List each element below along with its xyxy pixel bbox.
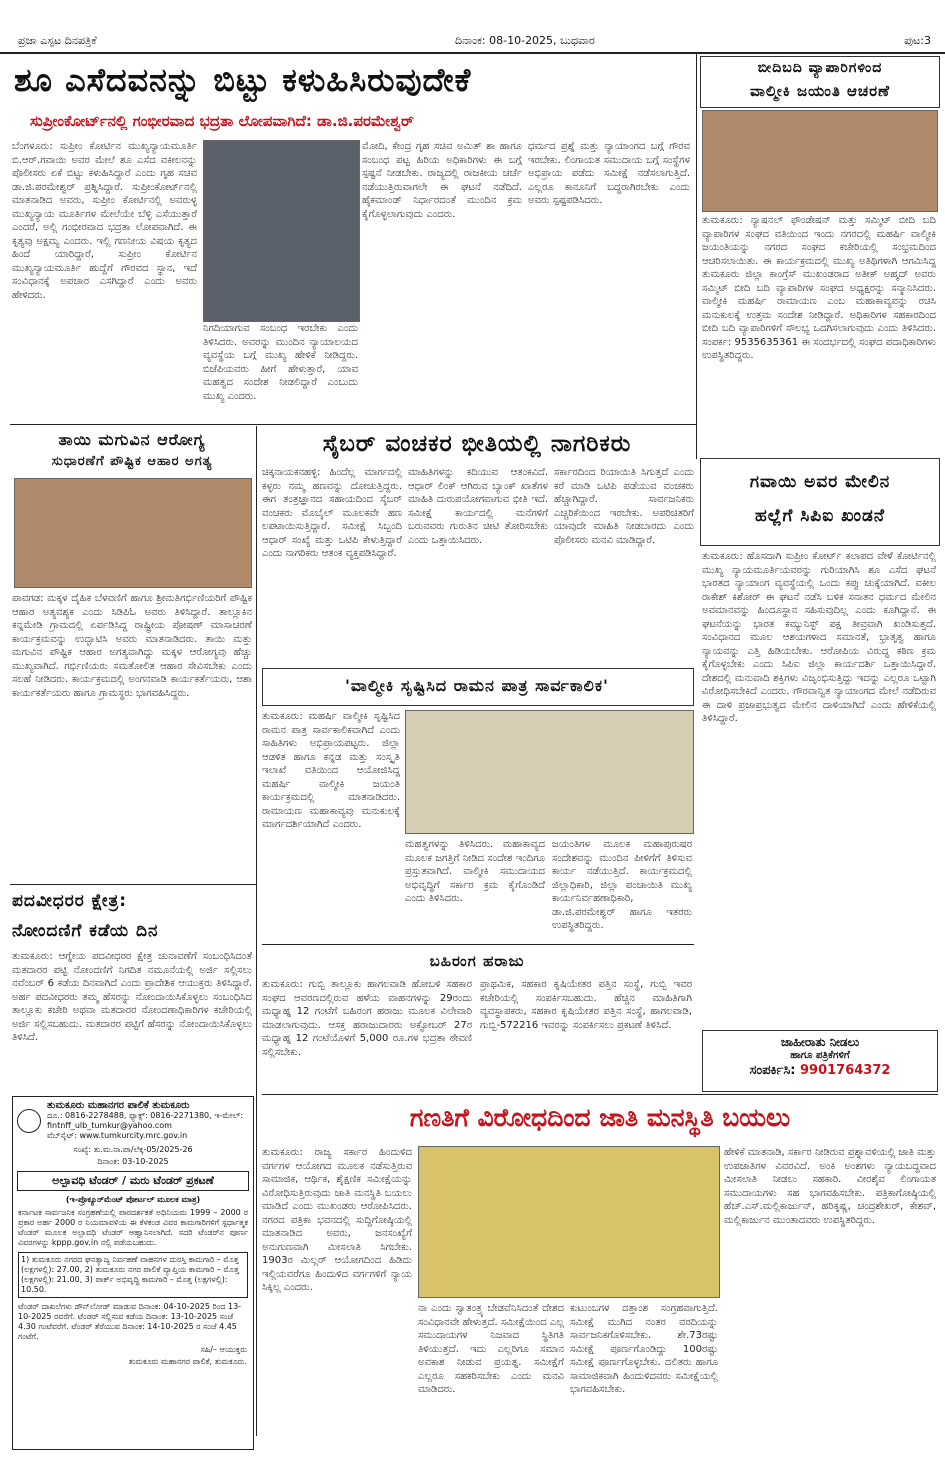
masthead [0,0,945,54]
mother-child-photo [14,478,252,588]
issue-date: ದಿನಾಂಕ: 08-10-2025, ಬುಧವಾರ [455,34,595,47]
ramayana-headline: 'ವಾಲ್ಮೀಕಿ ಸೃಷ್ಟಿಸಿದ ರಾಮನ ಪಾತ್ರ ಸಾರ್ವಕಾಲಿಕ' [345,676,609,695]
voters-title-2: ನೋಂದಣಿಗೆ ಕಡೆಯ ದಿನ [12,921,159,941]
emblem-icon [17,1109,41,1133]
ad-contact-label: ಸಂಪರ್ಕಿಸಿ: [749,1063,796,1078]
tender-org: ತುಮಕೂರು ಮಹಾನಗರ ಪಾಲಿಕೆ ತುಮಕೂರು [47,1100,190,1111]
gavai-title-box [700,458,940,546]
mother-child-text: ಪಾವಗಡ: ಮಕ್ಕಳ ದೈಹಿಕ ಬೆಳವಣಿಗೆ ಹಾಗೂ ಶ್ರೀಮತಿಗರ್ಭಿಣಿಯರಿಗೆ ಪೌಷ್ಟಿಕ ಆಹಾರ ಅತ್ಯವಶ್ಯಕ ಎಂದು ಸಿಡಿಪಿಓ ಅವರು ತಿಳಿಸಿದ್ದಾರೆ. ತಾಲ್ಲೂಕಿನ ಕನ್ನಮೇಡಿ ಗ್ರಾಮದಲ್ಲಿ ಏರ್ಪಡಿಸಿದ್ದ ರಾಷ್ಟ್ರೀಯ ಪೋಷಣ್ ಮಾಸಾಚರಣೆ ಕಾರ್ಯಕ್ರಮವನ್ನು ಉದ್ಘಾಟಿಸಿ ಅವರು ಮಾತನಾಡಿದರು. ತಾಯಿ ಮತ್ತು ಮಗುವಿನ ಪೌಷ್ಟಿಕ ಆಹಾರ ಅಗತ್ಯವಾಗಿದ್ದು ಮಕ್ಕಳ ಆರೋಗ್ಯವು ಹೆಚ್ಚು ಮುಖ್ಯವಾಗಿದೆ. ಗರ್ಭಿಣಿಯರು ಸಮತೋಲಿತ ಆಹಾರ ಸೇವಿಸಬೇಕು ಎಂದು ಸಲಹೆ ನೀಡಿದರು. ಕಾರ್ಯಕ್ರಮದಲ್ಲಿ ಅಂಗನವಾಡಿ ಕಾರ್ಯಕರ್ತೆಯರು, ಆಶಾ ಕಾರ್ಯಕರ್ತೆಯರು ಹಾಗೂ ಗ್ರಾಮಸ್ಥರು ಭಾಗವಹಿಸಿದ್ದರು. [12,593,252,699]
census-col-2: ನಾ ಎಂದು ಸ್ವಾತಂತ್ರ್ಯ ಬೇಡವೆನಿಸಿದಂತೆ ದೇಶದ ಸಂವಿಧಾನವೇ ಹೇಳುತ್ತದೆ. ಸಮೀಕ್ಷೆಯಿಂದ ಎಲ್ಲ ಸಮುದಾಯಗಳ ನಿಜವಾದ ಸ್ಥಿತಿಗತಿ ತಿಳಿಯುತ್ತದೆ. ಇದು ಎಲ್ಲರಿಗೂ ಸಮಾನ ಅವಕಾಶ ನೀಡುವ ಪ್ರಯತ್ನ. ಸಮೀಕ್ಷೆಗೆ ಎಲ್ಲರೂ ಸಹಕರಿಸಬೇಕು ಎಂದು ಮನವಿ ಮಾಡಿದರು. [418,1303,564,1395]
valmiki-jayanti-photo [702,110,938,212]
tender-body: ಕರ್ನಾಟಕ ಸಾರ್ವಜನಿಕ ಸಂಗ್ರಹಣೆಯಲ್ಲಿ ಪಾರದರ್ಶಕತೆ ಅಧಿನಿಯಮ 1999 – 2000 ರ ಪ್ರಕಾರ ಅರ್ಹ 2000 ರ ನಿಯಮಾವಳಿಯ ಈ ಕೆಳಕಂಡ ವಿವರ ಕಾಮಗಾರಿಗಳಿಗೆ ಸ್ಪರ್ಧಾತ್ಮಕ ಟೆಂಡರ್ ಮೂಲಕ ಅಲ್ಪಾವಧಿ ಟೆಂಡರ್ ಆಹ್ವಾನಿಸಲಾಗಿದೆ. ಸದರಿ ಟೆಂಡರ್‌ನ ಪೂರ್ಣ ವಿವರಗಳನ್ನು kppp.gov.in ನಲ್ಲಿ ಪಡೆಯಬಹುದು. [18,1208,248,1247]
page-number: ಪುಟ:3 [904,34,931,47]
voters-text: ತುಮಕೂರು: ಆಗ್ನೇಯ ಪದವೀಧರರ ಕ್ಷೇತ್ರ ಚುನಾವಣೆಗೆ ಸಂಬಂಧಿಸಿದಂತೆ ಮತದಾರರ ಪಟ್ಟಿ ನೋಂದಣಿಗೆ ನಿಗದಿತ ನಮೂನೆಯಲ್ಲಿ ಅರ್ಜಿ ಸಲ್ಲಿಸಲು ನವೆಂಬರ್ 6 ಕಡೆಯ ದಿನವಾಗಿದೆ ಎಂದು ಪ್ರಾದೇಶಿಕ ಆಯುಕ್ತರು ತಿಳಿಸಿದ್ದಾರೆ. ಅರ್ಹ ಪದವೀಧರರು ತಮ್ಮ ಹೆಸರನ್ನು ನೋಂದಾಯಿಸಿಕೊಳ್ಳಲು ಸಂಬಂಧಿಸಿದ ತಾಲ್ಲೂಕು ಕಚೇರಿ ಅಥವಾ ಮತದಾರರ ನೋಂದಣಾಧಿಕಾರಿಗಳ ಕಚೇರಿಯಲ್ಲಿ ಅರ್ಜಿ ಸಲ್ಲಿಸಬಹುದು. ಮತದಾರರ ಪಟ್ಟಿಗೆ ಹೆಸರನ್ನು ನೋಂದಾಯಿಸಿಕೊಳ್ಳಲು ತಿಳಿಸಿದೆ. [12,951,252,1043]
census-col-3: ಕುಟುಂಬಗಳ ದತ್ತಾಂಶ ಸಂಗ್ರಹವಾಗುತ್ತಿದೆ. ಸಮೀಕ್ಷೆ ಮುಗಿದ ನಂತರ ವರದಿಯನ್ನು ಸಾರ್ವಜನಿಕಗೊಳಿಸಬೇಕು. ಶೇ.73ರಷ್ಟು ಸಮೀಕ್ಷೆ ಪೂರ್ಣಗೊಂಡಿದ್ದು 100ರಷ್ಟು ಸಮೀಕ್ಷೆ ಪೂರ್ಣಗೊಳ್ಳಬೇಕು. ದಲಿತರು ಹಾಗೂ ಸಾಮಾಜಿಕವಾಗಿ ಹಿಂದುಳಿದವರು ಸಮೀಕ್ಷೆಯಲ್ಲಿ ಭಾಗವಹಿಸಬೇಕು. [570,1303,718,1395]
tender-ref: ಸಂಖ್ಯೆ: ತು.ಮ.ನಾ.ಪಾ/ಲೆಕ್ಕ-05/2025-26 [73,1145,193,1154]
gavai-text: ತುಮಕೂರು: ಹೊಸದಾಗಿ ಸುಪ್ರೀಂ ಕೋರ್ಟ್ ಕಲಾಪದ ವೇಳೆ ಕೋರ್ಟಿನಲ್ಲಿ ಮುಖ್ಯ ನ್ಯಾಯಮೂರ್ತಿಯವರನ್ನು ಗುರಿಯಾಗಿಸಿ ಶೂ ಎಸೆದ ಘಟನೆ ಭಾರತದ ನ್ಯಾಯಾಂಗ ವ್ಯವಸ್ಥೆಯಲ್ಲಿ ಒಂದು ಕಪ್ಪು ಚುಕ್ಕೆಯಾಗಿದೆ. ವಕೀಲ ರಾಕೇಶ್ ಕಿಶೋರ್ ಈ ಘಟನೆ ನಡೆಸಿ ಬಳಿಕ ಸನಾತನ ಧರ್ಮದ ಮೇಲಿನ ಅವಮಾನವನ್ನು ಹಿಂದೂಸ್ಥಾನ ಸಹಿಸುವುದಿಲ್ಲ ಎಂದು ಕೂಗಿದ್ದಾನೆ. ಈ ಘಟನೆಯನ್ನು ಭಾರತ ಕಮ್ಯುನಿಸ್ಟ್ ಪಕ್ಷ ತೀವ್ರವಾಗಿ ಖಂಡಿಸುತ್ತದೆ. ಸಂವಿಧಾನದ ಮೂಲ ಆಶಯಗಳಾದ ಸಮಾನತೆ, ಭ್ರಾತೃತ್ವ ಹಾಗೂ ನ್ಯಾಯವನ್ನು ಎತ್ತಿ ಹಿಡಿಯಬೇಕು. ಆರೋಪಿಯ ವಿರುದ್ಧ ಕಠಿಣ ಕ್ರಮ ಕೈಗೊಳ್ಳಬೇಕು ಎಂದು ಸಿಪಿಐ ಜಿಲ್ಲಾ ಕಾರ್ಯದರ್ಶಿ ಒತ್ತಾಯಿಸಿದ್ದಾರೆ. ದೇಶದಲ್ಲಿ ಮನುವಾದಿ ಶಕ್ತಿಗಳು ವಿಜೃಂಭಿಸುತ್ತಿದ್ದು ಇದನ್ನು ಎಲ್ಲರೂ ಒಟ್ಟಾಗಿ ವಿರೋಧಿಸಬೇಕಿದೆ ಎಂದರು. ಗೌರವಾನ್ವಿತ ನ್ಯಾಯಾಂಗದ ಮೇಲೆ ನಡೆದಿರುವ ಈ ದಾಳಿ ಪ್ರಜಾಪ್ರಭುತ್ವದ ಮೇಲಿನ ದಾಳಿಯಾಗಿದೆ ಎಂದು ಹೇಳಿಕೆಯಲ್ಲಿ ತಿಳಿಸಿದ್ದಾರೆ. [702,551,936,724]
ad-line-2: ಹಾಗೂ ಪತ್ರಿಕೆಗಳಿಗೆ [790,1050,850,1061]
tender-subtitle: (ಇ-ಪ್ರೊಕ್ಯೂರ್‌ಮೆಂಟ್ ಪೋರ್ಟಲ್ ಮೂಲಕ ಮಾತ್ರ) [65,1195,201,1204]
lead-col-4: ಧರ್ಮದ ಪ್ರಶ್ನೆ ಮತ್ತು ನ್ಯಾಯಾಂಗದ ಬಗ್ಗೆ ಗೌರವ ಇರಬೇಕು. ಲಿಂಗಾಯತ ಸಮುದಾಯ ಬಗ್ಗೆ ಸಂಸ್ಥೆಗಳ ಅಭಿಪ್ರಾಯ ಪಡೆದು ಸಮೀಕ್ಷೆ ನಡೆಸಲಾಗುತ್ತಿದೆ. ಎಲ್ಲರೂ ಕಾನೂನಿಗೆ ಬದ್ಧರಾಗಿರಬೇಕು ಎಂದು ಅವರು ಸ್ಪಷ್ಟಪಡಿಸಿದರು. [528,141,690,206]
tender-contact: ದೂ.: 0816-2278488, ಫ್ಯಾಕ್ಸ್: 0816-2271380, ಇ-ಮೇಲ್: fintnff_ulb_tumkur@yahoo.com [47,1111,244,1130]
tender-title: ಅಲ್ಪಾವಧಿ ಟೆಂಡರ್ / ಮರು ಟೆಂಡರ್ ಪ್ರಕಟಣೆ [17,1171,249,1191]
tender-notice [12,1096,254,1450]
tender-sign-1: ಸಹಿ/– ಆಯುಕ್ತರು [200,1345,247,1354]
lead-col-1: ಬೆಂಗಳೂರು: ಸುಪ್ರೀಂ ಕೋರ್ಟಿನ ಮುಖ್ಯನ್ಯಾಯಮೂರ್ತಿ ಬಿ.ಆರ್.ಗವಾಯಿ ಅವರ ಮೇಲೆ ಶೂ ಎಸೆದ ವಕೀಲನನ್ನು ಪೊಲೀಸರು ಏಕೆ ಬಿಟ್ಟು ಕಳುಹಿಸಿದ್ದಾರೆ ಎಂದು ಗೃಹ ಸಚಿವ ಡಾ.ಜಿ.ಪರಮೇಶ್ವರ್ ಪ್ರಶ್ನಿಸಿದ್ದಾರೆ. ಸುಪ್ರೀಂಕೋರ್ಟ್‌ನಲ್ಲಿ ಮಾತನಾಡಿದ ಅವರು, ಸುಪ್ರೀಂ ಕೋರ್ಟಿನಲ್ಲಿ ಅವರುಳ್ಳ ಮುಖ್ಯನ್ಯಾಯ ಮೂರ್ತಿಗಳ ಮೇಲೆಯೇ ಬೆಳ್ಳಿ ಎಸೆಯುತ್ತಾರೆ ಎಂದರೆ, ಅಲ್ಲಿ ಗಂಭೀರವಾದ ಭದ್ರತಾ ಲೋಪವಾಗಿದೆ. ಈ ಕೃತ್ಯವು ಅಕ್ಷಮ್ಯ ಎಂದರು. ಇಲ್ಲಿ ಗಣನೀಯ ವಿಷಯ ಕೃತ್ಯದ ಹಿಂದೆ ಯಾರಿದ್ದಾರೆ, ಸುಪ್ರೀಂ ಕೋರ್ಟಿನ ಮುಖ್ಯನ್ಯಾಯಮೂರ್ತಿ ಹುದ್ದೆಗೆ ಗೌರವದ ಸ್ಥಾನ, ಇದೆ ಸಂವಿಧಾನಕ್ಕೆ ಅಪಚಾರ ಎಸಗಿದ್ದಾರೆ ಎಂದು ಅವರು ಹೇಳಿದರು. [12,141,197,301]
horizontal-rule [262,1094,938,1095]
horizontal-rule [10,884,256,885]
auction-col-2: ಪ್ರಾಥಮಿಕ, ಸಹಕಾರ ಕೃಷಿಯೇತರ ಪತ್ತಿನ ಸಂಸ್ಥೆ, ಗುಬ್ಬಿ ಇವರ ಕಚೇರಿಯಲ್ಲಿ ಸಂಪರ್ಕಿಸಬಹುದು. ಹೆಚ್ಚಿನ ಮಾಹಿತಿಗಾಗಿ ವ್ಯವಸ್ಥಾಪಕರು, ಸಹಕಾರ ಕೃಷಿಯೇತರ ಪತ್ತಿನ ಸಂಸ್ಥೆ, ಹಾಗಲವಾಡಿ, ಗುಬ್ಬಿ-572216 ಇವರನ್ನು ಸಂಪರ್ಕಿಸಲು ಪ್ರಕಟಣೆ ತಿಳಿಸಿದೆ. [480,979,692,1031]
lead-headline: ಶೂ ಎಸೆದವನನ್ನು ಬಿಟ್ಟು ಕಳುಹಿಸಿರುವುದೇಕೆ [14,61,472,99]
tender-sign-2: ತುಮಕೂರು ಮಹಾನಗರ ಪಾಲಿಕೆ, ತುಮಕೂರು. [128,1357,247,1366]
valmiki-jayanti-title-2: ವಾಲ್ಮೀಕಿ ಜಯಂತಿ ಆಚರಣೆ [749,82,891,100]
ramayana-col-3: ಜಯಂತಿಗಳ ಮೂಲಕ ಮಹಾಪುರುಷರ ಸಂದೇಶವನ್ನು ಮುಂದಿನ ಪೀಳಿಗೆಗೆ ತಿಳಿಸುವ ಕಾರ್ಯ ನಡೆಯುತ್ತಿದೆ. ಕಾರ್ಯಕ್ರಮದಲ್ಲಿ ಜಿಲ್ಲಾಧಿಕಾರಿ, ಜಿಲ್ಲಾ ಪಂಚಾಯಿತಿ ಮುಖ್ಯ ಕಾರ್ಯನಿರ್ವಹಣಾಧಿಕಾರಿ, ಡಾ.ಜಿ.ಪರಮೇಶ್ವರ್ ಹಾಗೂ ಇತರರು ಉಪಸ್ಥಿತರಿದ್ದರು. [552,839,692,931]
advertisement-box [702,1030,938,1092]
census-col-4: ಹೇಳಿಕೆ ಮಾತನಾಡಿ, ಸರ್ಕಾರ ನೀಡಿರುವ ಪ್ರಶ್ನಾವಳಿಯಲ್ಲಿ ಜಾತಿ ಮತ್ತು ಉಪಜಾತಿಗಳ ವಿವರವಿದೆ. ಅಂಕಿ ಅಂಶಗಳು ನ್ಯಾಯಬದ್ಧವಾದ ಮೀಸಲಾತಿ ನೀಡಲು ಸಹಕಾರಿ. ವೀರಶೈವ ಲಿಂಗಾಯತ ಸಮುದಾಯಗಳು ಸಹ ಭಾಗವಹಿಸಬೇಕು. ಪತ್ರಿಕಾಗೋಷ್ಠಿಯಲ್ಲಿ ಹೆಚ್.ಎಸ್.ಮಲ್ಲಿಕಾರ್ಜುನ್, ಹರಿಕೃಷ್ಣ, ಚಂದ್ರಶೇಖರ್, ಕೇಶವ್, ಮಲ್ಲಿಕಾರ್ಜುನ ಮುಂತಾದವರು ಉಪಸ್ಥಿತರಿದ್ದರು. [724,1147,936,1226]
valmiki-jayanti-text: ತುಮಕೂರು: ನ್ಯಾಷನಲ್ ಫೌಂಡೇಷನ್ ಮತ್ತು ಸಮ್ಮಿಟ್ ಬೀದಿ ಬದಿ ವ್ಯಾಪಾರಿಗಳ ಸಂಘದ ವತಿಯಿಂದ ಇಂದು ನಗರದಲ್ಲಿ ಮಹರ್ಷಿ ವಾಲ್ಮೀಕಿ ಜಯಂತಿಯನ್ನು ನಗರದ ಸಂಘದ ಕಚೇರಿಯಲ್ಲಿ ಸಂಭ್ರಮದಿಂದ ಆಚರಿಸಲಾಯಿತು. ಈ ಕಾರ್ಯಕ್ರಮದಲ್ಲಿ ಮುಖ್ಯ ಅತಿಥಿಗಳಾಗಿ ಆಗಮಿಸಿದ್ದ ತುಮಕೂರು ಜಿಲ್ಲಾ ಕಾಂಗ್ರೆಸ್ ಮುಖಂಡರಾದ ಅತೀಕ್ ಅಹ್ಮದ್ ಅವರು ಸಮ್ಮಿಟ್ ಬೀದಿ ಬದಿ ವ್ಯಾಪಾರಿಗಳ ಸಂಘದ ಅಧ್ಯಕ್ಷರನ್ನು ಸನ್ಮಾನಿಸಿದರು. ವಾಲ್ಮೀಕಿ ಮಹರ್ಷಿ ರಾಮಾಯಣ ಎಂಬ ಮಹಾಕಾವ್ಯವನ್ನು ರಚಿಸಿ ಮನುಕುಲಕ್ಕೆ ಉತ್ತಮ ಸಂದೇಶ ನೀಡಿದ್ದಾರೆ. ಅಧಿಕಾರಿಗಳ ಸಹಕಾರದಿಂದ ಬೀದಿ ಬದಿ ವ್ಯಾಪಾರಿಗಳಿಗೆ ಸೌಲಭ್ಯ ಒದಗಿಸಲಾಗುವುದು ಎಂದು ತಿಳಿಸಿದರು. ಸಂಪರ್ಕ: 9535635361 ಈ ಸಂದರ್ಭದಲ್ಲಿ ಸಂಘದ ಪದಾಧಿಕಾರಿಗಳು ಉಪಸ್ಥಿತರಿದ್ದರು. [702,215,936,361]
ad-phone: 9901764372 [799,1063,891,1078]
ad-line-1: ಜಾಹೀರಾತು ನೀಡಲು [780,1035,860,1049]
census-col-1: ತುಮಕೂರು: ರಾಜ್ಯ ಸರ್ಕಾರ ಹಿಂದುಳಿದ ವರ್ಗಗಳ ಆಯೋಗದ ಮೂಲಕ ನಡೆಸುತ್ತಿರುವ ಸಾಮಾಜಿಕ, ಆರ್ಥಿಕ, ಶೈಕ್ಷಣಿಕ ಸಮೀಕ್ಷೆಯನ್ನು ವಿರೋಧಿಸುತ್ತಿರುವುದು ಜಾತಿ ಮನಸ್ಥಿತಿ ಬಯಲು ಮಾಡಿದೆ ಎಂದು ಮುಖಂಡರು ಆರೋಪಿಸಿದರು. ನಗರದ ಪತ್ರಿಕಾ ಭವನದಲ್ಲಿ ಸುದ್ದಿಗೋಷ್ಠಿಯಲ್ಲಿ ಮಾತನಾಡಿದ ಅವರು, ಜನಸಂಖ್ಯೆಗೆ ಅನುಗುಣವಾಗಿ ಮೀಸಲಾತಿ ಸಿಗಬೇಕು. 1903ರ ಮಿಲ್ಲರ್ ಆಯೋಗದಿಂದ ಹಿಡಿದು ಇಲ್ಲಿಯವರೆಗೂ ಹಿಂದುಳಿದ ವರ್ಗಗಳಿಗೆ ನ್ಯಾಯ ಸಿಕ್ಕಿಲ್ಲ ಎಂದರು. [262,1147,412,1293]
horizontal-rule [10,424,696,425]
lead-col-3: ಮೋದಿ, ಕೇಂದ್ರ ಗೃಹ ಸಚಿವ ಅಮಿತ್ ಶಾ ಹಾಗೂ ಸಂಬಂಧ ಪಟ್ಟ ಹಿರಿಯ ಅಧಿಕಾರಿಗಳು ಈ ಬಗ್ಗೆ ಸ್ಪಷ್ಟನೆ ನೀಡಬೇಕು. ರಾಜ್ಯದಲ್ಲಿ ರಾಜಕೀಯ ಚರ್ಚೆ ನಡೆಯುತ್ತಿರುವಾಗಲೇ ಈ ಘಟನೆ ನಡೆದಿದೆ. ಹೈಕಮಾಂಡ್ ನಿರ್ಧಾರದಂತೆ ಮುಂದಿನ ಕ್ರಮ ಕೈಗೊಳ್ಳಲಾಗುವುದು ಎಂದರು. [362,141,522,220]
ramayana-photo [405,710,694,834]
census-headline: ಗಣತಿಗೆ ವಿರೋಧದಿಂದ ಜಾತಿ ಮನಸ್ಥಿತಿ ಬಯಲು [409,1103,791,1132]
valmiki-jayanti-title-box [700,56,940,108]
ramayana-col-2: ಮಹತ್ವಗಳನ್ನು ತಿಳಿಸಿದರು. ಮಹಾಕಾವ್ಯದ ಮೂಲಕ ಜಗತ್ತಿಗೆ ನೀಡಿದ ಸಂದೇಶ ಇಂದಿಗೂ ಪ್ರಸ್ತುತವಾಗಿದೆ. ವಾಲ್ಮೀಕಿ ಸಮುದಾಯದ ಅಭಿವೃದ್ಧಿಗೆ ಸರ್ಕಾರ ಕ್ರಮ ಕೈಗೊಂಡಿದೆ ಎಂದು ತಿಳಿಸಿದರು. [405,839,545,904]
column-divider [256,426,257,1436]
tender-items: 1) ತುಮಕೂರು ನಗರದ ಘನತ್ಯಾಜ್ಯ ನಿರ್ವಹಣೆ ವಾಹನಗಳ ದುರಸ್ತಿ ಕಾಮಗಾರಿ – ಮೊತ್ತ (ಲಕ್ಷಗಳಲ್ಲಿ): 27.00, 2) ತುಮಕೂರು ನಗರ ಪಾಲಿಕೆ ವ್ಯಾಪ್ತಿಯ ಕಾಮಗಾರಿ – ಮೊತ್ತ (ಲಕ್ಷಗಳಲ್ಲಿ): 21.00, 3) ಪಾರ್ಕ್ ಅಭಿವೃದ್ಧಿ ಕಾಮಗಾರಿ – ಮೊತ್ತ (ಲಕ್ಷಗಳಲ್ಲಿ): 10.50. [18,1252,248,1298]
valmiki-jayanti-title-1: ಬೀದಿಬದಿ ವ್ಯಾಪಾರಿಗಳಿಂದ [757,60,883,76]
cyber-col-1: ಚಿಕ್ಕನಾಯಕನಹಳ್ಳಿ: ಹಿಂದೆಲ್ಲ ಮಾರ್ಗದಲ್ಲಿ ಕಳ್ಳರು ನಮ್ಮ ಹಣವನ್ನು ದೋಚುತ್ತಿದ್ದರು. ಈಗ ತಂತ್ರಜ್ಞಾನದ ಸಹಾಯದಿಂದ ಸೈಬರ್ ವಂಚಕರು ಮೊಬೈಲ್ ಮೂಲಕವೇ ಹಣ ಲಪಟಾಯಿಸುತ್ತಿದ್ದಾರೆ. ಸಮೀಕ್ಷೆ ಸಿಬ್ಬಂದಿ ಆಧಾರ್ ಸಂಖ್ಯೆ ಮತ್ತು ಒಟಿಪಿ ಕೇಳುತ್ತಿದ್ದಾರೆ ಎಂದು ನಾಗರಿಕರು ಆತಂಕ ವ್ಯಕ್ತಪಡಿಸಿದ್ದಾರೆ. [262,467,402,559]
auction-title: ಬಹಿರಂಗ ಹರಾಜು [429,952,525,970]
mother-child-title-2: ಸುಧಾರಣೆಗೆ ಪೌಷ್ಟಿಕ ಆಹಾರ ಅಗತ್ಯ [51,454,213,469]
lead-col-2: ನಿಗದಿಯಾಗುವ ಸಂಬಂಧ ಇರಬೇಕು ಎಂದು ತಿಳಿಸಿದರು. ಅವರನ್ನು ಮುಂದಿನ ನ್ಯಾಯಾಲಯದ ವ್ಯವಸ್ಥೆಯ ಬಗ್ಗೆ ಮುಖ್ಯ ಹೇಳಿಕೆ ನೀಡಿದ್ದರು. ಬಿಜೆಪಿಯವರು ಹೀಗೆ ಹೇಳುತ್ತಾರೆ, ಯಾವ ಮಹತ್ವದ ಸಂದೇಶ ನೀಡಲಿದ್ದಾರೆ ಎಂಬುದು ಮುಖ್ಯ ಎಂದರು. [203,323,358,402]
auction-col-1: ತುಮಕೂರು: ಗುಬ್ಬಿ ತಾಲ್ಲೂಕು ಹಾಗಲವಾಡಿ ಹೋಬಳಿ ಸಹಕಾರ ಸಂಘದ ಆವರಣದಲ್ಲಿರುವ ಹಳೆಯ ವಾಹನಗಳನ್ನು 29ರಂದು ಮಧ್ಯಾಹ್ನ 12 ಗಂಟೆಗೆ ಬಹಿರಂಗ ಹರಾಜು ಮೂಲಕ ವಿಲೇವಾರಿ ಮಾಡಲಾಗುವುದು. ಆಸಕ್ತ ಹರಾಜುದಾರರು ಅಕ್ಟೋಬರ್ 27ರ ಮಧ್ಯಾಹ್ನ 12 ಗಂಟೆಯೊಳಗೆ 5,000 ರೂ.ಗಳ ಭದ್ರತಾ ಠೇವಣಿ ಸಲ್ಲಿಸಬೇಕು. [262,979,472,1058]
cyber-col-2: ಮಾಹಿತಿಗಳನ್ನು ಕದಿಯುವ ಆತಂಕವಿದೆ. ಆಧಾರ್ ಲಿಂಕ್ ಆಗಿರುವ ಬ್ಯಾಂಕ್ ಖಾತೆಗಳ ಮಾಹಿತಿ ದುರುಪಯೋಗವಾಗುವ ಭೀತಿ ಇದೆ. ಸಮೀಕ್ಷೆ ಕಾರ್ಯದಲ್ಲಿ ಮನೆಗಳಿಗೆ ಬರುವವರು ಗುರುತಿನ ಚೀಟಿ ತೋರಿಸಬೇಕು ಎಂದು ಒತ್ತಾಯಿಸಿದರು. [408,467,548,546]
tender-date: ದಿನಾಂಕ: 03-10-2025 [97,1157,169,1166]
voters-title-1: ಪದವೀಧರರ ಕ್ಷೇತ್ರ: [12,891,128,911]
gavai-title-1: ಗವಾಯಿ ಅವರ ಮೇಲಿನ [749,472,891,492]
gavai-title-2: ಹಲ್ಲೆಗೆ ಸಿಪಿಐ ಖಂಡನೆ [754,506,885,526]
parameshwar-photo [203,140,360,322]
press-meet-photo [418,1146,720,1298]
tender-dates: ಟೆಂಡರ್ ದಾಖಲೆಗಳು ಡೌನ್‌ಲೋಡ್ ಮಾಡುವ ದಿನಾಂಕ: 04-10-2025 ರಿಂದ 13-10-2025 ರವರೆಗೆ. ಟೆಂಡರ್ ಸಲ್ಲಿಸುವ ಕಡೆಯ ದಿನಾಂಕ: 13-10-2025 ಸಂಜೆ 4.30 ಗಂಟೆವರೆಗೆ. ಟೆಂಡರ್ ತೆರೆಯುವ ದಿನಾಂಕ: 14-10-2025 ರ ಸಂಜೆ 4.45 ಗಂಟೆಗೆ. [18,1302,242,1341]
horizontal-rule [262,944,694,945]
mother-child-title [12,428,252,472]
ramayana-col-1: ತುಮಕೂರು: ಮಹರ್ಷಿ ವಾಲ್ಮೀಕಿ ಸೃಷ್ಟಿಸಿದ ರಾಮನ ಪಾತ್ರ ಸಾರ್ವಕಾಲಿಕವಾಗಿದೆ ಎಂದು ಸಾಹಿತಿಗಳು ಅಭಿಪ್ರಾಯಪಟ್ಟರು. ಜಿಲ್ಲಾ ಆಡಳಿತ ಹಾಗೂ ಕನ್ನಡ ಮತ್ತು ಸಂಸ್ಕೃತಿ ಇಲಾಖೆ ವತಿಯಿಂದ ಆಯೋಜಿಸಿದ್ದ ಮಹರ್ಷಿ ವಾಲ್ಮೀಕಿ ಜಯಂತಿ ಕಾರ್ಯಕ್ರಮದಲ್ಲಿ ಮಾತನಾಡಿದರು. ರಾಮಾಯಣ ಮಹಾಕಾವ್ಯವು ಮನುಕುಲಕ್ಕೆ ಮಾರ್ಗದರ್ಶಿಯಾಗಿದೆ ಎಂದರು. [262,711,400,830]
cyber-col-3: ಸರ್ಕಾರದಿಂದ ರಿಯಾಯಿತಿ ಸಿಗುತ್ತದೆ ಎಂದು ಕರೆ ಮಾಡಿ ಒಟಿಪಿ ಪಡೆಯುವ ವಂಚಕರು ಹೆಚ್ಚಾಗಿದ್ದಾರೆ. ಸಾರ್ವಜನಿಕರು ಎಚ್ಚರಿಕೆಯಿಂದ ಇರಬೇಕು. ಅಪರಿಚಿತರಿಗೆ ಯಾವುದೇ ಮಾಹಿತಿ ನೀಡಬಾರದು ಎಂದು ಪೊಲೀಸರು ಮನವಿ ಮಾಡಿದ್ದಾರೆ. [554,467,694,546]
paper-name: ಪ್ರಜಾ ಎಸ್ಪಟ ದಿನಪತ್ರಿಕೆ [18,34,97,47]
tender-web: ವೆಬ್‌ಸೈಟ್: www.tumkurcity.mrc.gov.in [47,1131,188,1140]
column-divider [696,54,697,459]
cyber-headline: ಸೈಬರ್ ವಂಚಕರ ಭೀತಿಯಲ್ಲಿ ನಾಗರಿಕರು [322,431,632,457]
lead-subhead: ಸುಪ್ರೀಂಕೋರ್ಟ್‌ನಲ್ಲಿ ಗಂಭೀರವಾದ ಭದ್ರತಾ ಲೋಪವಾಗಿದೆ: ಡಾ.ಜಿ.ಪರಮೇಶ್ವರ್ [30,112,414,130]
voters-title [12,886,252,946]
mother-child-title-1: ತಾಯಿ ಮಗುವಿನ ಆರೋಗ್ಯ [58,430,206,449]
